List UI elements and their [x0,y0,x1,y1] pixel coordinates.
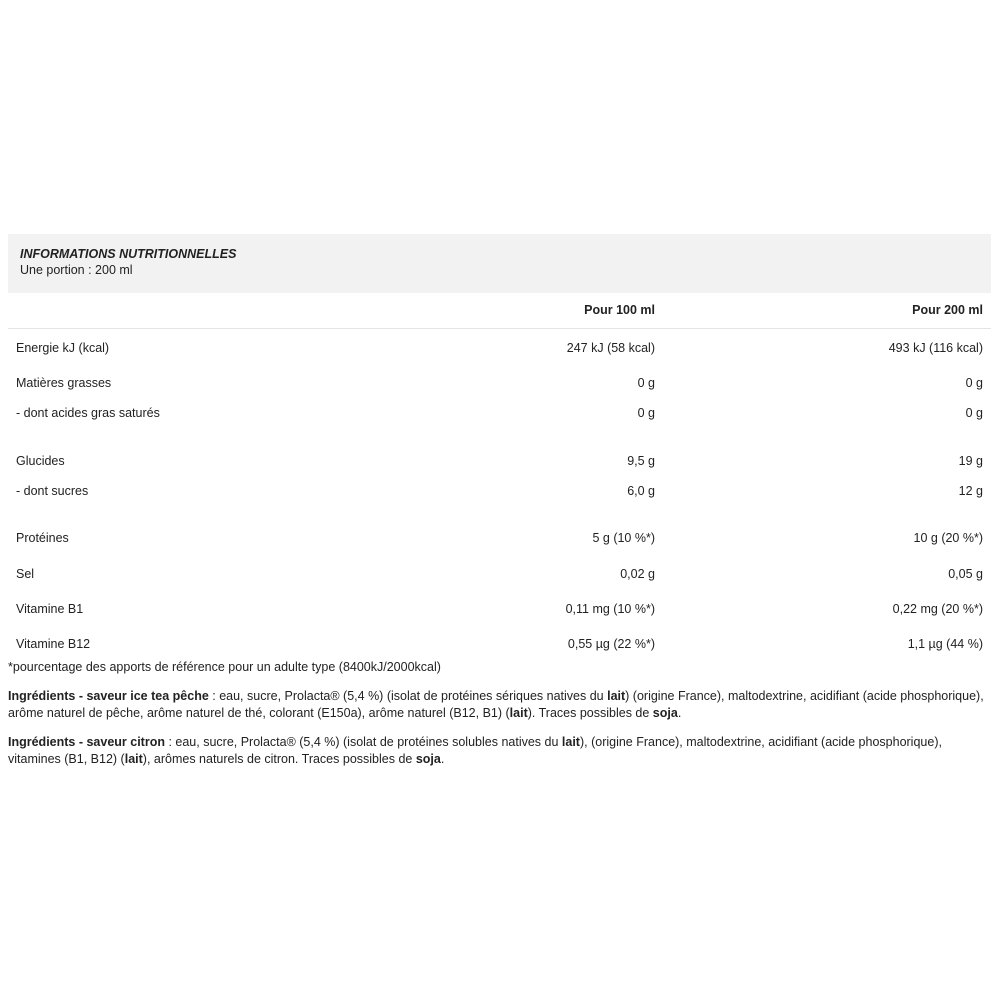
row-value-200ml: 0 g [965,406,983,420]
row-label: Sel [16,567,35,581]
ingredients-citron-heading: Ingrédients - saveur citron [8,735,165,749]
ingredients-text: ), (origine France), maltodextrine, acidifiant (acide phosphorique), vitamines (B1, B12) ( [8,735,942,766]
row-label: - dont sucres [16,484,89,498]
row-value-100ml: 0 g [637,376,655,390]
ingredients-text: ) (origine France), maltodextrine, acidifiant (acide phosphorique), arôme naturel de pêche, arôme naturel de thé, colorant (E150a), arôme naturel (B12, B1) ( [8,689,984,720]
row-value-200ml: 19 g [958,454,983,468]
allergen-milk: lait [561,735,580,749]
table-row [8,339,991,357]
table-row [8,565,991,583]
row-value-200ml: 12 g [958,484,983,498]
allergen-soy: soja [415,752,441,766]
table-row [8,600,991,618]
serving-size: Une portion : 200 ml [20,263,133,277]
row-value-200ml: 1,1 µg (44 %) [907,637,983,651]
allergen-milk: lait [607,689,626,703]
column-per-200ml: Pour 200 ml [912,303,983,317]
ingredients-citron [8,734,993,768]
ingredients-text: . [677,706,682,720]
ingredients-peche [8,688,993,722]
ingredients-text: . [440,752,445,766]
table-row [8,482,991,500]
nutrition-rows [8,329,991,654]
row-label: Vitamine B12 [16,637,91,651]
row-label: Vitamine B1 [16,602,84,616]
row-label: Glucides [16,454,65,468]
ingredients-text: : eau, sucre, Prolacta® (5,4 %) (isolat de protéines sériques natives du [208,689,608,703]
row-value-100ml: 6,0 g [627,484,655,498]
table-row [8,635,991,653]
allergen-milk: lait [124,752,143,766]
row-value-200ml: 10 g (20 %*) [913,531,983,545]
column-headers [8,293,991,329]
row-value-100ml: 247 kJ (58 kcal) [566,341,655,355]
nutrition-header [8,234,991,293]
table-row [8,404,991,422]
ingredients-text: ). Traces possibles de [527,706,653,720]
row-label: Energie kJ (kcal) [16,341,110,355]
table-row [8,452,991,470]
reference-footnote: *pourcentage des apports de référence pour un adulte type (8400kJ/2000kcal) [8,660,441,674]
table-row [8,529,991,547]
row-value-100ml: 0,11 mg (10 %*) [565,602,655,616]
row-value-200ml: 493 kJ (116 kcal) [888,341,983,355]
allergen-milk: lait [509,706,528,720]
row-value-100ml: 0,55 µg (22 %*) [567,637,655,651]
row-label: Matières grasses [16,376,112,390]
ingredients-text: ), arômes naturels de citron. Traces possibles de [142,752,416,766]
row-value-200ml: 0,22 mg (20 %*) [892,602,983,616]
column-per-100ml: Pour 100 ml [584,303,655,317]
table-row [8,374,991,392]
ingredients-text: : eau, sucre, Prolacta® (5,4 %) (isolat de protéines solubles natives du [164,735,562,749]
nutrition-title: INFORMATIONS NUTRITIONNELLES [20,247,237,261]
row-label: Protéines [16,531,69,545]
row-value-200ml: 0,05 g [948,567,983,581]
row-value-100ml: 0 g [637,406,655,420]
row-value-100ml: 0,02 g [620,567,655,581]
row-value-100ml: 5 g (10 %*) [592,531,655,545]
allergen-soy: soja [652,706,678,720]
row-value-100ml: 9,5 g [627,454,655,468]
row-label: - dont acides gras saturés [16,406,160,420]
nutrition-panel [8,234,991,654]
row-value-200ml: 0 g [965,376,983,390]
ingredients-peche-heading: Ingrédients - saveur ice tea pêche [8,689,209,703]
